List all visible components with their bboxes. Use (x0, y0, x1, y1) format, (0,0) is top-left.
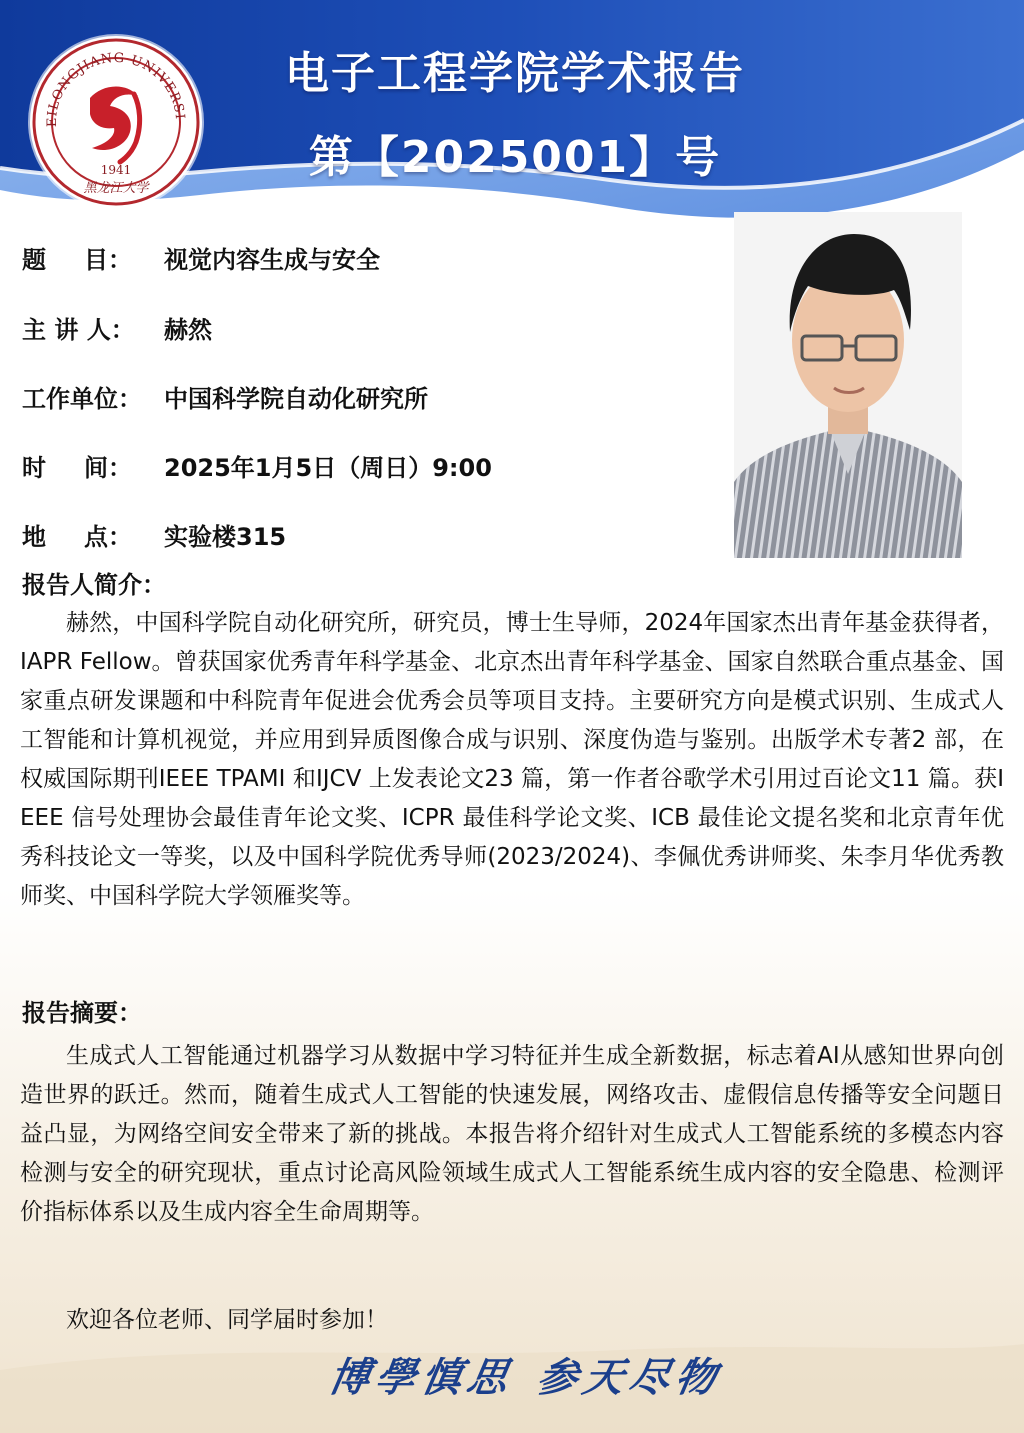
abstract-heading: 报告摘要： (22, 999, 142, 1027)
abstract-paragraph: 生成式人工智能通过机器学习从数据中学习特征并生成全新数据，标志着AI从感知世界向创造世界的跃迁。然而，随着生成式人工智能的快速发展，网络攻击、虚假信息传播等安全问题日益凸显，为网络空间安全带来了新的挑战。本报告将介绍针对生成式人工智能系统的多模态内容检测与安全的研究现状，重点讨论高风险领域生成式人工智能系统生成内容的安全隐患、检测评价指标体系以及生成内容全生命周期等。 (20, 1043, 1004, 1225)
seal-cn-name: 黑龙江大学 (83, 181, 149, 196)
topic-value: 视觉内容生成与安全 (164, 246, 380, 274)
time-value: 2025年1月5日（周日）9:00 (164, 454, 492, 482)
time-label: 时 间： (22, 454, 132, 482)
place-label: 地 点： (22, 523, 132, 551)
bio-heading: 报告人简介： (22, 571, 166, 599)
speaker-label: 主 讲 人： (22, 316, 135, 344)
report-number: 第【2025001】号 (308, 132, 722, 183)
info-row-topic (22, 243, 380, 277)
unit-label: 工作单位： (22, 385, 142, 413)
info-row-time (22, 451, 492, 485)
university-seal-icon (30, 36, 202, 208)
topic-label: 题 目： (22, 246, 132, 274)
seal-arc-text: EILONGJIANG UNIVERSI (44, 50, 188, 128)
unit-value: 中国科学院自动化研究所 (164, 385, 428, 413)
info-row-unit (22, 382, 428, 416)
motto-part-b: 参天尽物 (533, 1354, 726, 1401)
speaker-portrait-icon (734, 212, 962, 558)
info-row-speaker (22, 313, 212, 347)
closing-remark: 欢迎各位老师、同学届时参加！ (66, 1307, 388, 1333)
motto-part-a: 博學慎思 (325, 1354, 518, 1401)
poster-title: 电子工程学院学术报告 (285, 48, 745, 99)
seal-year: 1941 (100, 163, 132, 177)
bio-paragraph: 赫然，中国科学院自动化研究所，研究员，博士生导师，2024年国家杰出青年基金获得者，IAPR Fellow。曾获国家优秀青年科学基金、北京杰出青年科学基金、国家自然联合重点基金、国家重点研发课题和中科院青年促进会优秀会员等项目支持。主要研究方向是模式识别、生成式人工智能和计算机视觉，并应用到异质图像合成与识别、深度伪造与鉴别。出版学术专著2 部，在权威国际期刊IEEE TPAMI 和IJCV 上发表论文23 篇，第一作者谷歌学术引用过百论文11 篇。获IEEE 信号处理协会最佳青年论文奖、ICPR 最佳科学论文奖、ICB 最佳论文提名奖和北京青年优秀科技论文一等奖，以及中国科学院优秀导师(2023/2024)、李佩优秀讲师奖、朱李月华优秀教师奖、中国科学院大学领雁奖等。 (20, 610, 1004, 909)
university-motto (325, 1346, 727, 1403)
info-row-place (22, 520, 286, 554)
speaker-value: 赫然 (164, 316, 212, 344)
place-value: 实验楼315 (164, 523, 287, 551)
